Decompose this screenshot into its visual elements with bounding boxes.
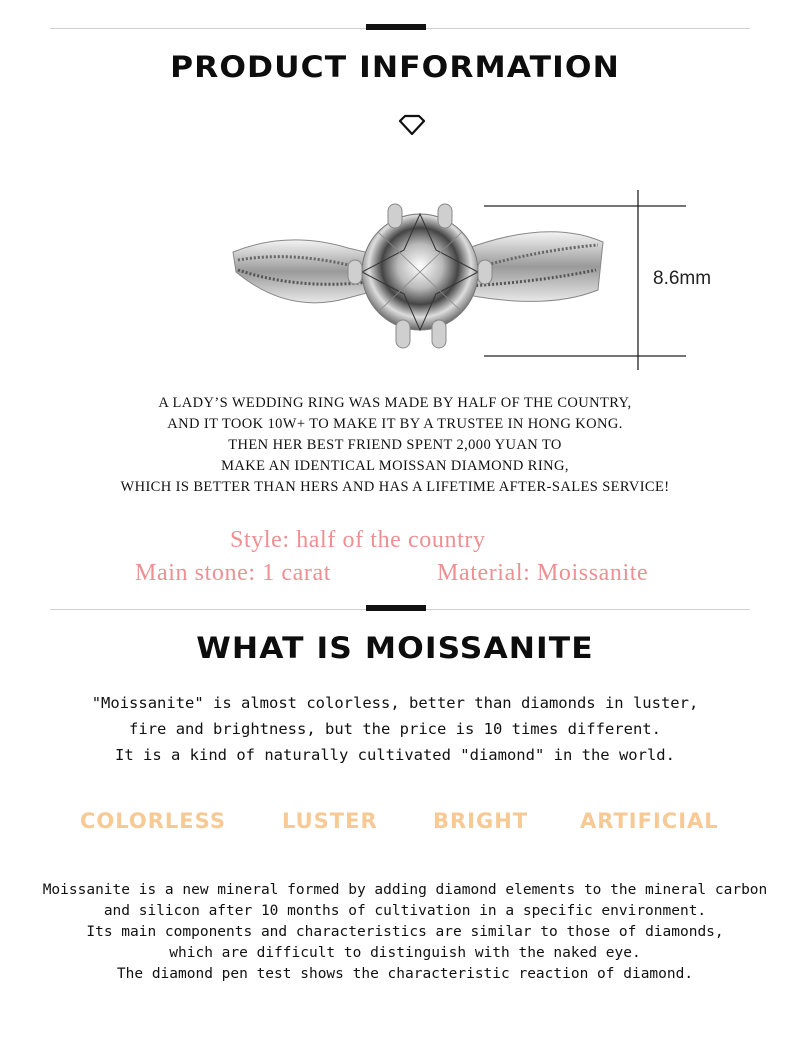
spec-style: Style: half of the country (230, 527, 486, 553)
intro-line: fire and brightness, but the price is 10 times different. (129, 720, 661, 738)
story-line: WHICH IS BETTER THAN HERS AND HAS A LIFETIME AFTER-SALES SERVICE! (120, 479, 670, 495)
spec-material: Material: Moissanite (437, 560, 649, 586)
feature-colorless: COLORLESS (80, 809, 226, 833)
description-line: Moissanite is a new mineral formed by adding diamond elements to the mineral carbon (42, 882, 768, 898)
description-text (0, 880, 790, 985)
intro-line: It is a kind of naturally cultivated "diamond" in the world. (115, 746, 675, 764)
ring-image (228, 190, 708, 390)
description-line: and silicon after 10 months of cultivation in a specific environment. (103, 903, 707, 919)
ring-height-label: 8.6mm (653, 268, 712, 289)
what-is-moissanite-heading: WHAT IS MOISSANITE (196, 631, 594, 665)
description-line: The diamond pen test shows the characteristic reaction of diamond. (116, 966, 694, 982)
feature-luster: LUSTER (282, 809, 378, 833)
top-divider (50, 28, 750, 29)
description-line: Its main components and characteristics are similar to those of diamonds, (86, 924, 724, 940)
story-text (0, 393, 790, 498)
diamond-icon (398, 114, 426, 136)
spec-main-stone: Main stone: 1 carat (135, 560, 332, 586)
intro-text (0, 690, 790, 768)
description-line: which are difficult to distinguish with the naked eye. (169, 945, 641, 961)
feature-artificial: ARTIFICIAL (580, 809, 719, 833)
intro-line: "Moissanite" is almost colorless, better than diamonds in luster, (91, 694, 699, 712)
story-line: MAKE AN IDENTICAL MOISSAN DIAMOND RING, (221, 458, 569, 474)
product-information-heading: PRODUCT INFORMATION (170, 50, 620, 84)
middle-divider (50, 609, 750, 610)
story-line: AND IT TOOK 10W+ TO MAKE IT BY A TRUSTEE IN HONG KONG. (167, 416, 623, 432)
feature-bright: BRIGHT (433, 809, 529, 833)
story-line: A LADY’S WEDDING RING WAS MADE BY HALF OF THE COUNTRY, (158, 395, 632, 411)
story-line: THEN HER BEST FRIEND SPENT 2,000 YUAN TO (228, 437, 562, 453)
